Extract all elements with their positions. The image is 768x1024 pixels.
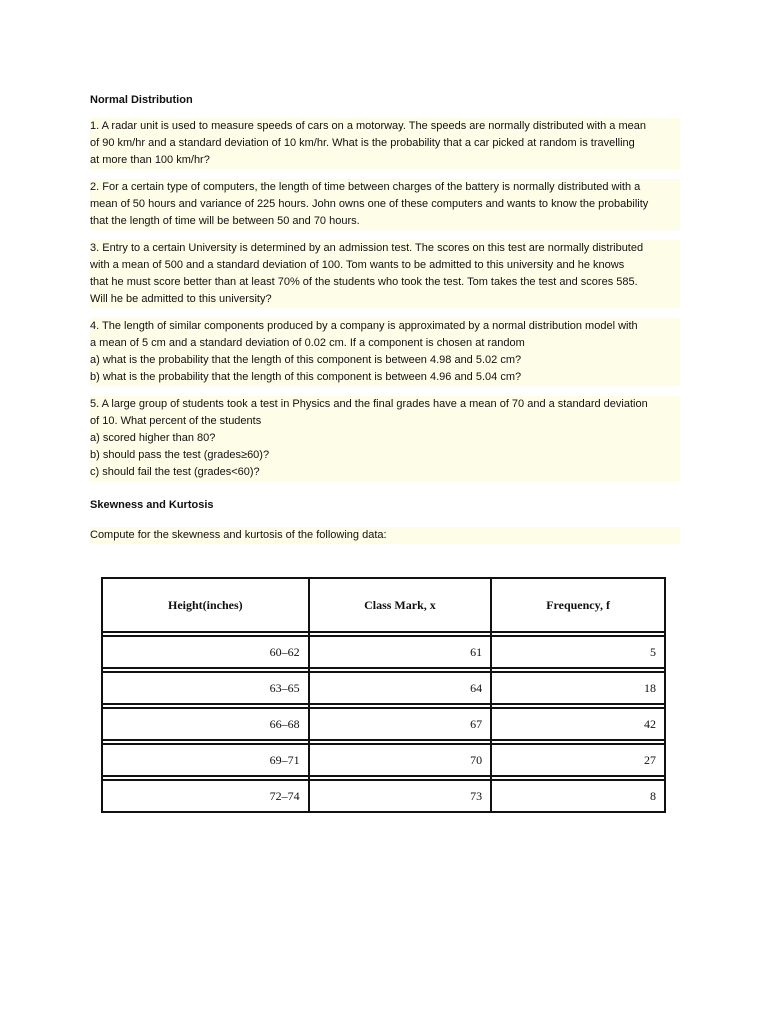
- cell-class-mark: 70: [309, 744, 491, 776]
- problem-1: [90, 118, 680, 169]
- problem-4: [90, 318, 680, 386]
- instruction: [90, 527, 680, 544]
- problem-line: a mean of 5 cm and a standard deviation of 0.02 cm. If a component is chosen at random: [90, 335, 680, 352]
- problem-line: 5. A large group of students took a test in Physics and the final grades have a mean of 70 and a standard deviation: [90, 396, 680, 413]
- cell-height: 63–65: [102, 672, 309, 704]
- document-body: [90, 90, 680, 554]
- table-header-row: [102, 578, 665, 632]
- problem-line: 1. A radar unit is used to measure speeds of cars on a motorway. The speeds are normally distributed with a mean: [90, 118, 680, 135]
- problem-line: of 90 km/hr and a standard deviation of 10 km/hr. What is the probability that a car picked at random is travelling: [90, 135, 680, 152]
- frequency-table: [101, 577, 666, 813]
- section-title-skewness-kurtosis: Skewness and Kurtosis: [90, 499, 214, 511]
- problem-line: b) should pass the test (grades≥60)?: [90, 447, 680, 464]
- cell-frequency: 18: [491, 672, 665, 704]
- problem-line: that he must score better than at least 70% of the students who took the test. Tom takes the test and scores 585.: [90, 274, 680, 291]
- cell-frequency: 8: [491, 780, 665, 812]
- problem-line: a) what is the probability that the length of this component is between 4.98 and 5.02 cm?: [90, 352, 680, 369]
- cell-frequency: 5: [491, 636, 665, 668]
- section-title-normal-distribution: Normal Distribution: [90, 94, 193, 106]
- cell-height: 72–74: [102, 780, 309, 812]
- problem-line: a) scored higher than 80?: [90, 430, 680, 447]
- header-frequency: Frequency, f: [491, 578, 665, 632]
- problem-line: 2. For a certain type of computers, the length of time between charges of the battery is normally distributed with a: [90, 179, 680, 196]
- table-row: [102, 672, 665, 704]
- table-row: [102, 780, 665, 812]
- problem-line: 4. The length of similar components produced by a company is approximated by a normal distribution model with: [90, 318, 680, 335]
- cell-frequency: 42: [491, 708, 665, 740]
- cell-class-mark: 61: [309, 636, 491, 668]
- problem-line: mean of 50 hours and variance of 225 hours. John owns one of these computers and wants to know the probability: [90, 196, 680, 213]
- problem-line: that the length of time will be between 50 and 70 hours.: [90, 213, 680, 230]
- problem-3: [90, 240, 680, 308]
- cell-frequency: 27: [491, 744, 665, 776]
- header-height: Height(inches): [102, 578, 309, 632]
- cell-class-mark: 67: [309, 708, 491, 740]
- table-row: [102, 708, 665, 740]
- problem-line: b) what is the probability that the length of this component is between 4.96 and 5.04 cm?: [90, 369, 680, 386]
- instruction-text: Compute for the skewness and kurtosis of the following data:: [90, 527, 680, 544]
- problem-line: 3. Entry to a certain University is determined by an admission test. The scores on this test are normally distributed: [90, 240, 680, 257]
- problem-line: Will he be admitted to this university?: [90, 291, 680, 308]
- problem-2: [90, 179, 680, 230]
- cell-height: 69–71: [102, 744, 309, 776]
- table-row: [102, 744, 665, 776]
- problem-5: [90, 396, 680, 481]
- header-class-mark: Class Mark, x: [309, 578, 491, 632]
- problem-line: with a mean of 500 and a standard deviation of 100. Tom wants to be admitted to this university and he knows: [90, 257, 680, 274]
- table-row: [102, 636, 665, 668]
- problem-line: of 10. What percent of the students: [90, 413, 680, 430]
- cell-height: 60–62: [102, 636, 309, 668]
- cell-class-mark: 64: [309, 672, 491, 704]
- cell-class-mark: 73: [309, 780, 491, 812]
- cell-height: 66–68: [102, 708, 309, 740]
- problem-line: c) should fail the test (grades<60)?: [90, 464, 680, 481]
- problem-line: at more than 100 km/hr?: [90, 152, 680, 169]
